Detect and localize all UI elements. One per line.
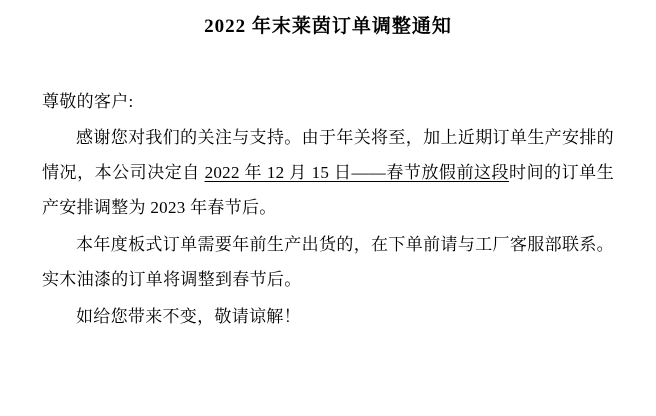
salutation: 尊敬的客户: xyxy=(42,91,134,111)
paragraph-1-segment-3: 时间的订单生产安排调整为 2023 年春节后。 xyxy=(42,163,615,218)
paragraph-3-segment-1: 如给您带来不变，敬请谅解！ xyxy=(76,306,301,326)
document-page xyxy=(0,14,656,416)
paragraph-2-segment-1: 本年度板式订单需要年前生产出货的，在下单前请与工厂客服部联系。实木油漆的订单将调整到春节后。 xyxy=(42,234,614,289)
paragraph-1 xyxy=(42,121,614,226)
paragraph-3 xyxy=(42,300,614,335)
paragraph-1-segment-2-underlined: 2022 年 12 月 15 日——春节放假前这段 xyxy=(204,163,510,183)
page-title: 2022 年末莱茵订单调整通知 xyxy=(204,16,452,37)
paragraph-1-segment-1: 感谢您对我们的关注与支持。由于年关将至，加上近期订单生产安排的情况，本公司决定自 xyxy=(42,128,614,183)
document-body xyxy=(0,85,656,335)
paragraph-2 xyxy=(42,228,614,298)
